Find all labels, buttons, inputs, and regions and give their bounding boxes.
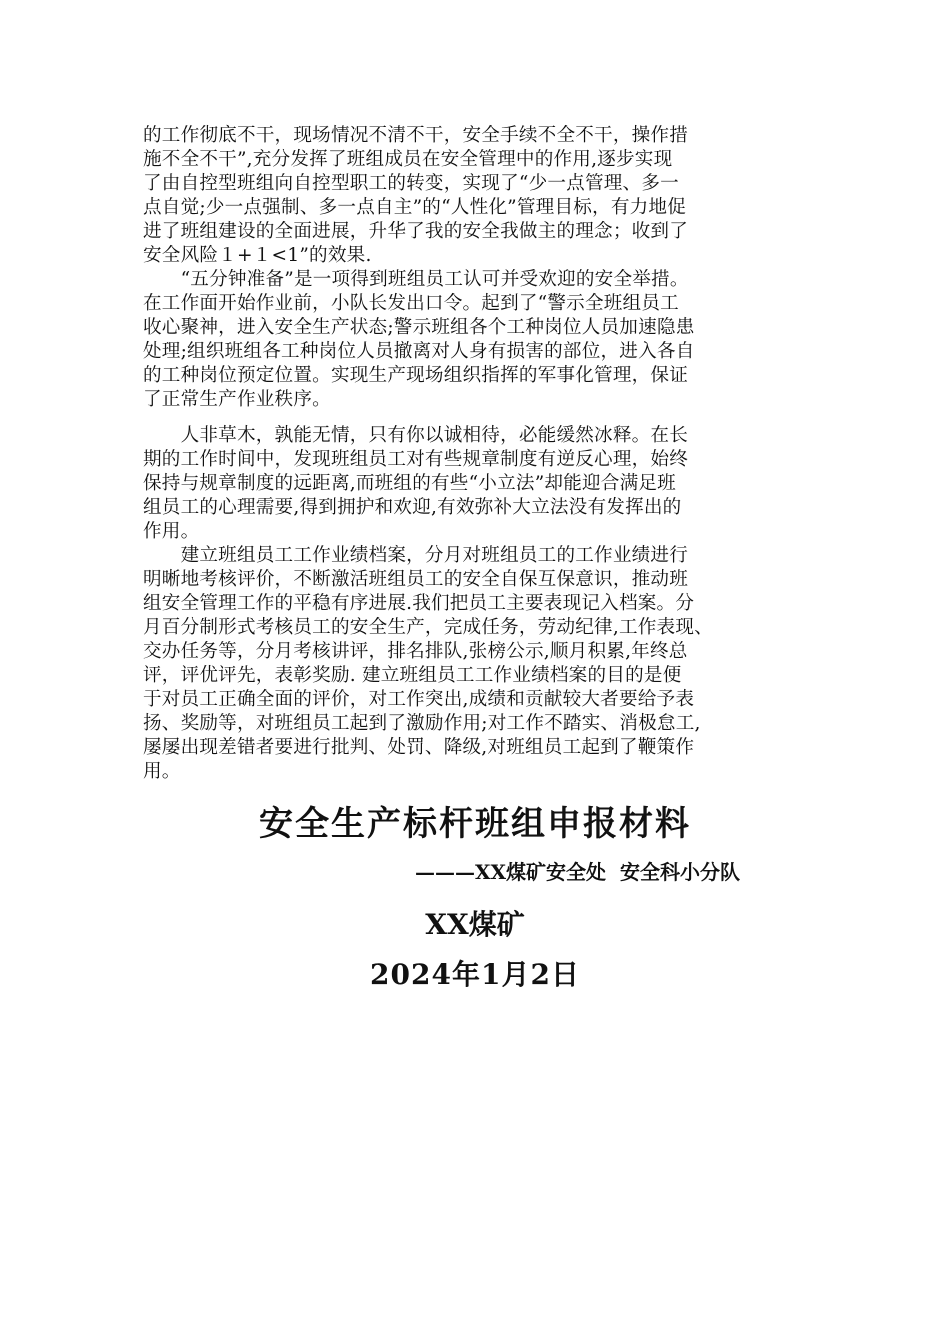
body-text-line: 安全风险１+１<1”的效果.	[143, 245, 372, 266]
body-text-line: 扬、奖励等，对班组员工起到了激励作用;对工作不踏实、消极怠工,	[143, 713, 701, 734]
body-text-line: 用。	[143, 761, 181, 782]
body-text-line: 评，评优评先，表彰奖励. 建立班组员工工作业绩档案的目的是便	[143, 665, 682, 686]
body-text-line: 在工作面开始作业前，小队长发出口令。起到了“警示全班组员工	[143, 293, 679, 314]
document-subtitle: ———XX煤矿安全处 安全科小分队	[415, 860, 740, 884]
body-text-line: 于对员工正确全面的评价，对工作突出,成绩和贡献较大者要给予表	[143, 689, 695, 710]
document-title: 安全生产标杆班组申报材料	[259, 804, 691, 844]
body-text-line: 期的工作时间中，发现班组员工对有些规章制度有逆反心理，始终	[143, 449, 689, 470]
body-text-line: 交办任务等，分月考核讲评，排名排队,张榜公示,顺月积累,年终总	[143, 641, 688, 662]
body-text-line: 保持与规章制度的远距离,而班组的有些“小立法”却能迎合满足班	[143, 473, 676, 494]
body-text-line: 人非草木，孰能无情，只有你以诚相待，必能缓然冰释。在长	[143, 425, 689, 446]
body-text-line: 屡屡出现差错者要进行批判、处罚、降级,对班组员工起到了鞭策作	[143, 737, 695, 758]
organization-name: XX煤矿	[425, 908, 525, 941]
body-text-line: 收心聚神，进入安全生产状态;警示班组各个工种岗位人员加速隐患	[143, 317, 695, 338]
body-text-line: 建立班组员工工作业绩档案，分月对班组员工的工作业绩进行	[143, 545, 689, 566]
body-text-line: 施不全不干”,充分发挥了班组成员在安全管理中的作用,逐步实现	[143, 149, 673, 170]
body-text-line: “五分钟准备”是一项得到班组员工认可并受欢迎的安全举措。	[143, 269, 689, 290]
body-text-line: 的工作彻底不干，现场情况不清不干，安全手续不全不干，操作措	[143, 125, 689, 146]
body-text-line: 进了班组建设的全面进展，升华了我的安全我做主的理念；收到了	[143, 221, 689, 242]
body-text-line: 点自觉;少一点强制、多一点自主”的“人性化”管理目标，有力地促	[143, 197, 687, 218]
body-text-line: 组安全管理工作的平稳有序进展.我们把员工主要表现记入档案。分	[143, 593, 695, 614]
body-text-line: 明晰地考核评价，不断激活班组员工的安全自保互保意识，推动班	[143, 569, 689, 590]
body-text-line: 月百分制形式考核员工的安全生产，完成任务，劳动纪律,工作表现、	[143, 617, 713, 638]
body-text-line: 了由自控型班组向自控型职工的转变，实现了“少一点管理、多一	[143, 173, 679, 194]
document-date: 2024年1月2日	[370, 958, 580, 991]
body-text-line: 作用。	[143, 521, 200, 542]
body-text-line: 的工种岗位预定位置。实现生产现场组织指挥的军事化管理，保证	[143, 365, 689, 386]
body-text-line: 处理;组织班组各工种岗位人员撤离对人身有损害的部位，进入各自	[143, 341, 695, 362]
body-text-line: 组员工的心理需要,得到拥护和欢迎,有效弥补大立法没有发挥出的	[143, 497, 682, 518]
body-text-line: 了正常生产作业秩序。	[143, 389, 331, 410]
